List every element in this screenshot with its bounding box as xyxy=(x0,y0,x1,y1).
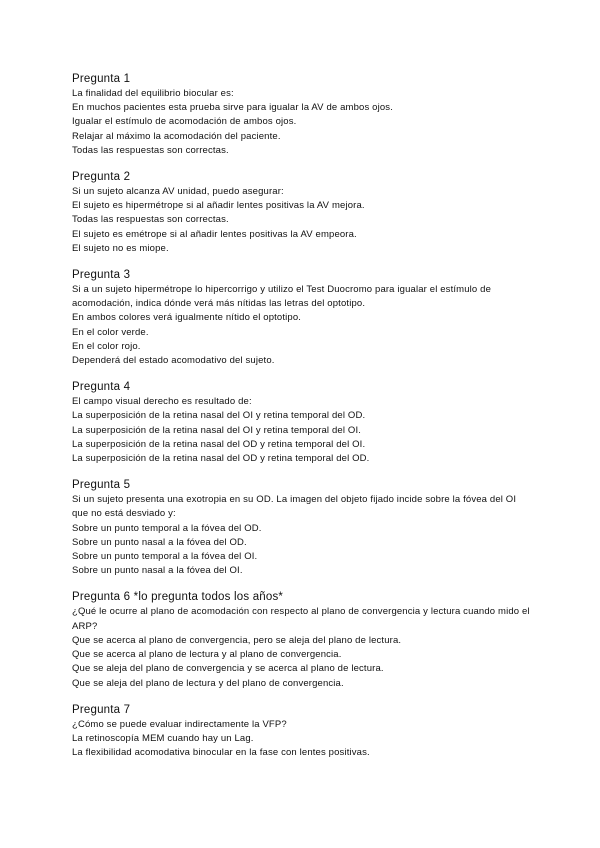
answer-option: La superposición de la retina nasal del OI y retina temporal del OI. xyxy=(72,424,362,436)
answer-option: En muchos pacientes esta prueba sirve para igualar la AV de ambos ojos. xyxy=(72,102,393,114)
answer-option: En ambos colores verá igualmente nítido el optotipo. xyxy=(72,312,302,324)
answer-option: Que se acerca al plano de convergencia, pero se aleja del plano de lectura. xyxy=(72,634,402,646)
question-1 xyxy=(72,71,532,158)
answer-option: La superposición de la retina nasal del OD y retina temporal del OI. xyxy=(72,438,366,450)
question-stem: Si un sujeto alcanza AV unidad, puedo asegurar: xyxy=(72,186,284,198)
question-title: Pregunta 5 xyxy=(72,479,131,492)
answer-option: Que se aleja del plano de convergencia y se acerca al plano de lectura. xyxy=(72,663,384,675)
question-title: Pregunta 6 *lo pregunta todos los años* xyxy=(72,591,284,604)
question-stem: Si a un sujeto hipermétrope lo hipercorrigo y utilizo el Test Duocromo para igualar el estímulo de acomodación, indica dónde verá más nítidas las letras del optotipo. xyxy=(72,284,492,310)
answer-option: Todas las respuestas son correctas. xyxy=(72,214,229,226)
answer-option: Relajar al máximo la acomodación del paciente. xyxy=(72,130,281,142)
question-stem: ¿Cómo se puede evaluar indirectamente la VFP? xyxy=(72,718,287,730)
question-title: Pregunta 4 xyxy=(72,381,131,394)
question-title: Pregunta 2 xyxy=(72,171,131,184)
question-stem: La finalidad del equilibrio biocular es: xyxy=(72,88,234,99)
answer-option: Todas las respuestas son correctas. xyxy=(72,144,229,156)
question-6 xyxy=(72,589,532,690)
question-document xyxy=(72,71,532,771)
answer-option: El sujeto es emétrope si al añadir lentes positivas la AV empeora. xyxy=(72,228,357,240)
answer-option: La superposición de la retina nasal del OD y retina temporal del OD. xyxy=(72,453,370,465)
answer-option: Sobre un punto nasal a la fóvea del OD. xyxy=(72,536,247,548)
answer-option: El sujeto es hipermétrope si al añadir lentes positivas la AV mejora. xyxy=(72,200,365,212)
question-title: Pregunta 1 xyxy=(72,73,131,85)
answer-option: La superposición de la retina nasal del OI y retina temporal del OD. xyxy=(72,410,366,422)
question-4 xyxy=(72,379,532,466)
answer-option: En el color verde. xyxy=(72,326,149,338)
answer-option: Que se aleja del plano de lectura y del plano de convergencia. xyxy=(72,677,344,689)
answer-option: Que se acerca al plano de lectura y al plano de convergencia. xyxy=(72,649,342,661)
question-title: Pregunta 3 xyxy=(72,269,131,282)
question-3 xyxy=(72,267,532,368)
answer-option: El sujeto no es miope. xyxy=(72,242,169,254)
question-stem: ¿Qué le ocurre al plano de acomodación con respecto al plano de convergencia y lectura cuando mido el ARP? xyxy=(72,606,530,632)
question-2 xyxy=(72,169,532,256)
answer-option: Igualar el estímulo de acomodación de ambos ojos. xyxy=(72,116,297,128)
question-stem: El campo visual derecho es resultado de: xyxy=(72,396,252,408)
question-stem: Si un sujeto presenta una exotropia en su OD. La imagen del objeto fijado incide sobre la fóvea del OI que no está desviado y: xyxy=(72,494,517,520)
answer-option: En el color rojo. xyxy=(72,340,141,352)
question-5 xyxy=(72,477,532,578)
answer-option: Sobre un punto nasal a la fóvea del OI. xyxy=(72,565,243,577)
question-title: Pregunta 7 xyxy=(72,703,131,716)
answer-option: Sobre un punto temporal a la fóvea del OI. xyxy=(72,551,258,563)
answer-option: Sobre un punto temporal a la fóvea del OD. xyxy=(72,522,262,534)
question-7 xyxy=(72,702,532,761)
answer-option: La flexibilidad acomodativa binocular en la fase con lentes positivas. xyxy=(72,747,370,759)
answer-option: La retinoscopía MEM cuando hay un Lag. xyxy=(72,732,254,744)
answer-option: Dependerá del estado acomodativo del sujeto. xyxy=(72,355,275,367)
